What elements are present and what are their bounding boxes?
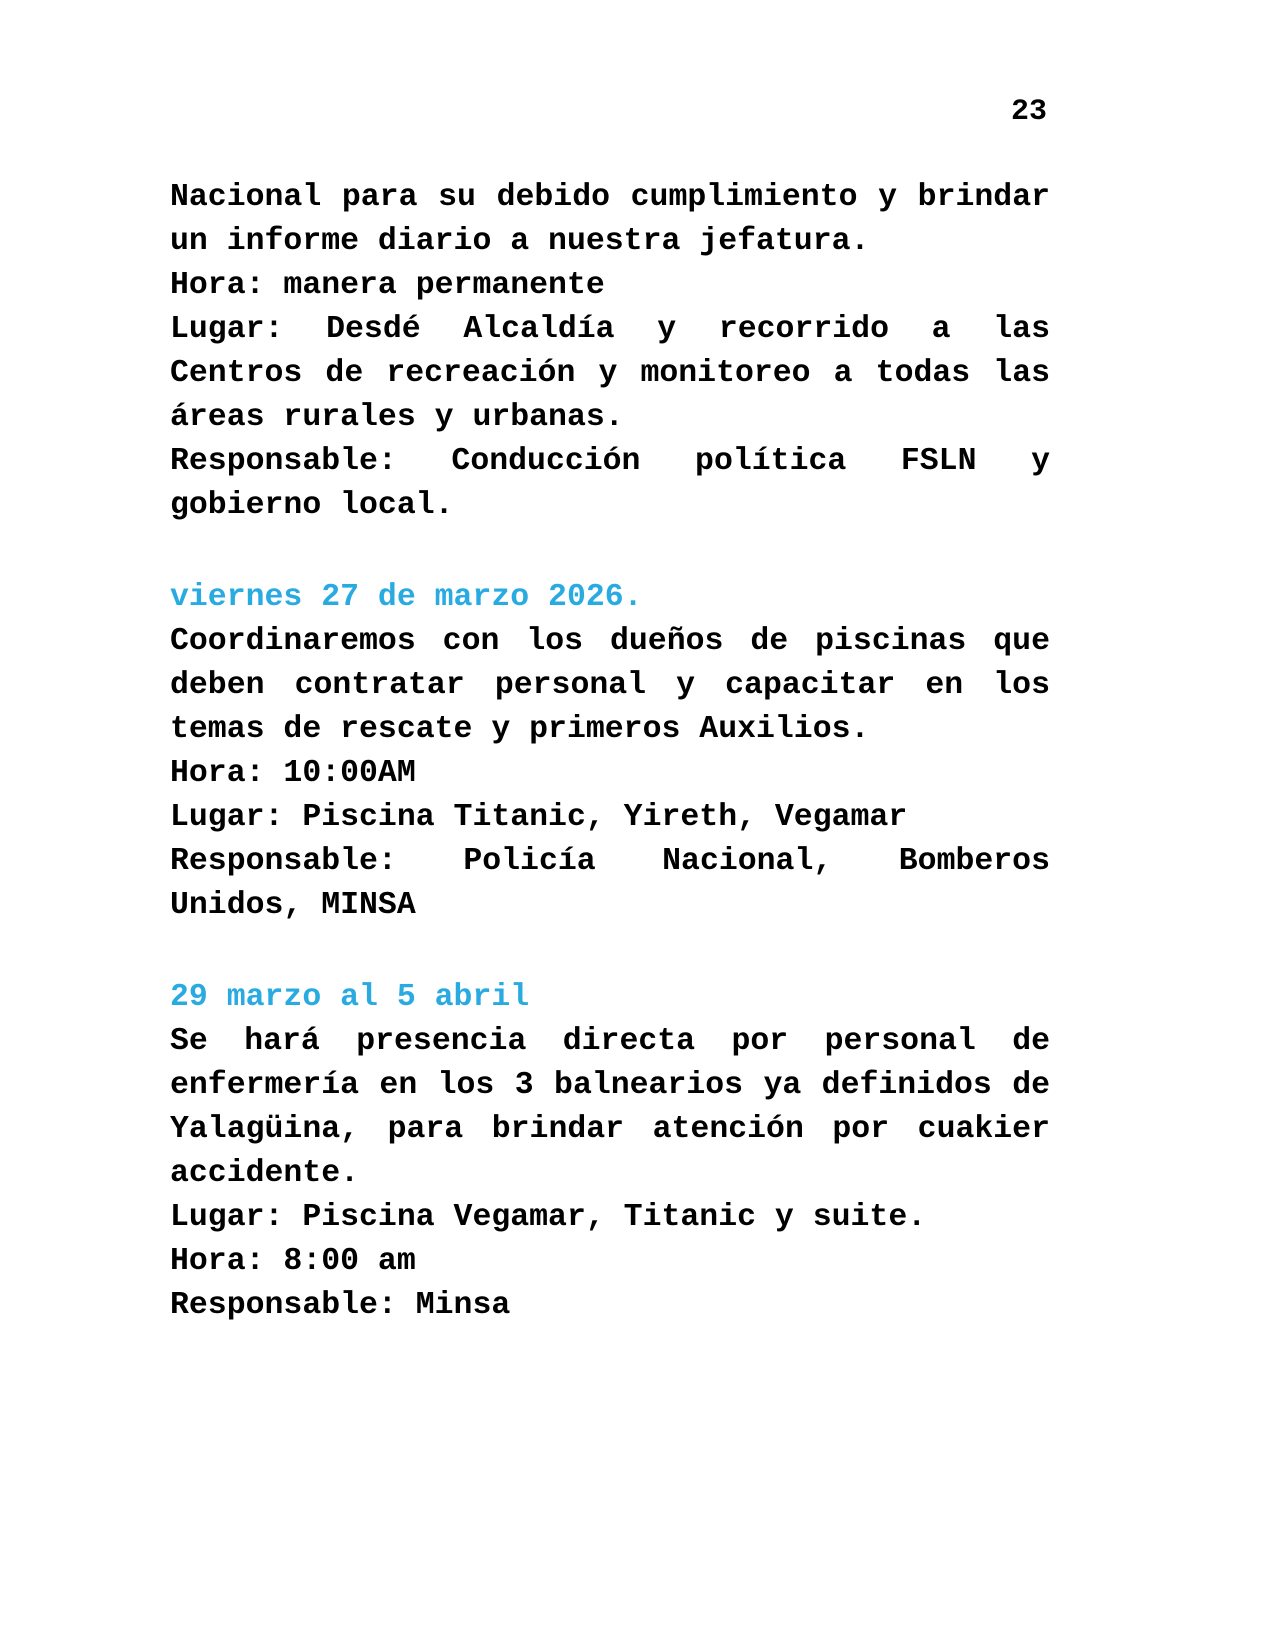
paragraph-monitoring-hora: Hora: manera permanente xyxy=(170,268,605,303)
section-heading-29-marzo-5-abril: 29 marzo al 5 abril xyxy=(170,980,530,1015)
section-heading-viernes-27-marzo: viernes 27 de marzo 2026. xyxy=(170,580,643,615)
paragraph-monitoring-responsable: Responsable: Conducción política FSLN y gobierno local. xyxy=(170,444,1050,523)
section-monitoring xyxy=(170,176,1050,528)
paragraph-monitoring-lugar: Lugar: Desdé Alcaldía y recorrido a las Centros de recreación y monitoreo a todas las áreas rurales y urbanas. xyxy=(170,312,1050,435)
paragraph-piscinas-hora: Hora: 10:00AM xyxy=(170,756,416,791)
paragraph-enfermeria-lugar: Lugar: Piscina Vegamar, Titanic y suite. xyxy=(170,1200,927,1235)
section-29-marzo-5-abril xyxy=(170,976,1050,1328)
section-viernes-27-marzo xyxy=(170,576,1050,928)
paragraph-enfermeria-body: Se hará presencia directa por personal de enfermería en los 3 balnearios ya definidos de Yalagüina, para brindar atención por cuakier accidente. xyxy=(170,1024,1050,1191)
page-content xyxy=(170,176,1050,1328)
paragraph-piscinas-body: Coordinaremos con los dueños de piscinas que deben contratar personal y capacitar en los temas de rescate y primeros Auxilios. xyxy=(170,624,1050,747)
paragraph-piscinas-responsable: Responsable: Policía Nacional, Bomberos Unidos, MINSA xyxy=(170,844,1050,923)
page-number: 23 xyxy=(1010,95,1047,129)
paragraph-monitoring-body: Nacional para su debido cumplimiento y brindar un informe diario a nuestra jefatura. xyxy=(170,180,1050,259)
paragraph-enfermeria-hora: Hora: 8:00 am xyxy=(170,1244,416,1279)
paragraph-enfermeria-responsable: Responsable: Minsa xyxy=(170,1288,511,1323)
paragraph-piscinas-lugar: Lugar: Piscina Titanic, Yireth, Vegamar xyxy=(170,800,908,835)
